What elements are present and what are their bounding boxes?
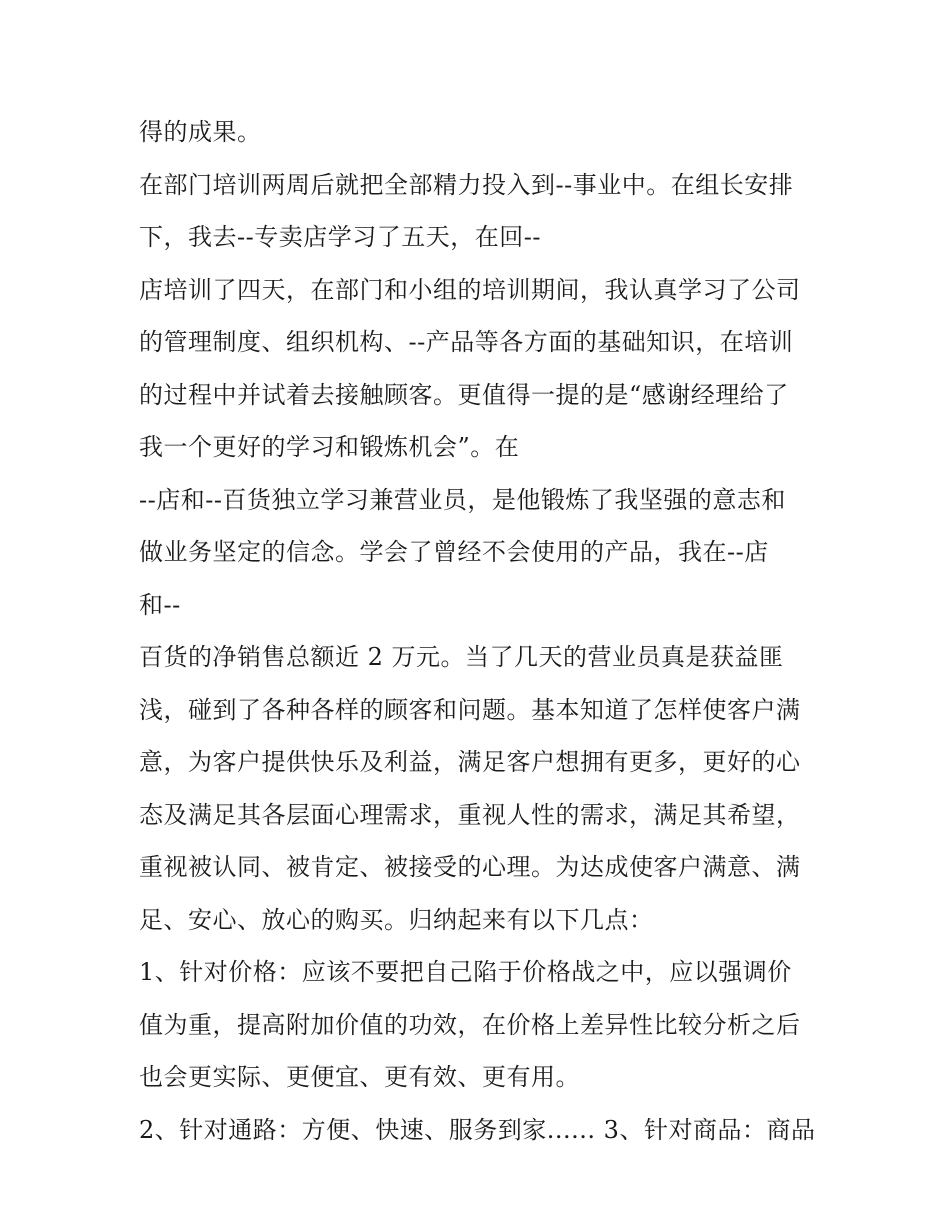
text-line: 和-- <box>139 590 181 619</box>
text-line: 浅，碰到了各种各样的顾客和问题。基本知道了怎样使客户满 <box>139 695 801 724</box>
text-line: 做业务坚定的信念。学会了曾经不会使用的产品，我在--店 <box>139 538 769 566</box>
text-line: 百货的净销售总额近 2 万元。当了几天的营业员真是获益匪 <box>139 643 784 671</box>
text-line: 的过程中并试着去接触顾客。更值得一提的是“感谢经理给了 <box>139 380 789 409</box>
text-line: 得的成果。 <box>139 118 262 146</box>
text-line: 意，为客户提供快乐及利益，满足客户想拥有更多，更好的心 <box>139 748 801 776</box>
text-line: 店培训了四天，在部门和小组的培训期间，我认真学习了公司 <box>139 275 801 304</box>
text-line: --店和--百货独立学习兼营业员，是他锻炼了我坚强的意志和 <box>139 485 786 514</box>
text-line: 2、针对通路：方便、快速、服务到家...... 3、针对商品：商品 <box>139 1115 816 1144</box>
text-line: 态及满足其各层面心理需求，重视人性的需求，满足其希望， <box>139 800 801 829</box>
text-line: 1、针对价格：应该不要把自己陷于价格战之中，应以强调价 <box>139 958 792 986</box>
text-line: 的管理制度、组织机构、--产品等各方面的基础知识，在培训 <box>139 328 794 356</box>
document-body <box>139 106 819 1156</box>
text-line: 足、安心、放心的购买。归纳起来有以下几点： <box>139 905 654 934</box>
text-line: 我一个更好的学习和锻炼机会”。在 <box>139 433 520 461</box>
text-line: 值为重，提高附加价值的功效，在价格上差异性比较分析之后 <box>139 1010 801 1039</box>
text-line: 下，我去--专卖店学习了五天，在回-- <box>139 223 541 251</box>
text-line: 重视被认同、被肯定、被接受的心理。为达成使客户满意、满 <box>139 853 801 881</box>
text-line: 也会更实际、更便宜、更有效、更有用。 <box>139 1063 580 1091</box>
text-line: 在部门培训两周后就把全部精力投入到--事业中。在组长安排 <box>139 170 794 199</box>
